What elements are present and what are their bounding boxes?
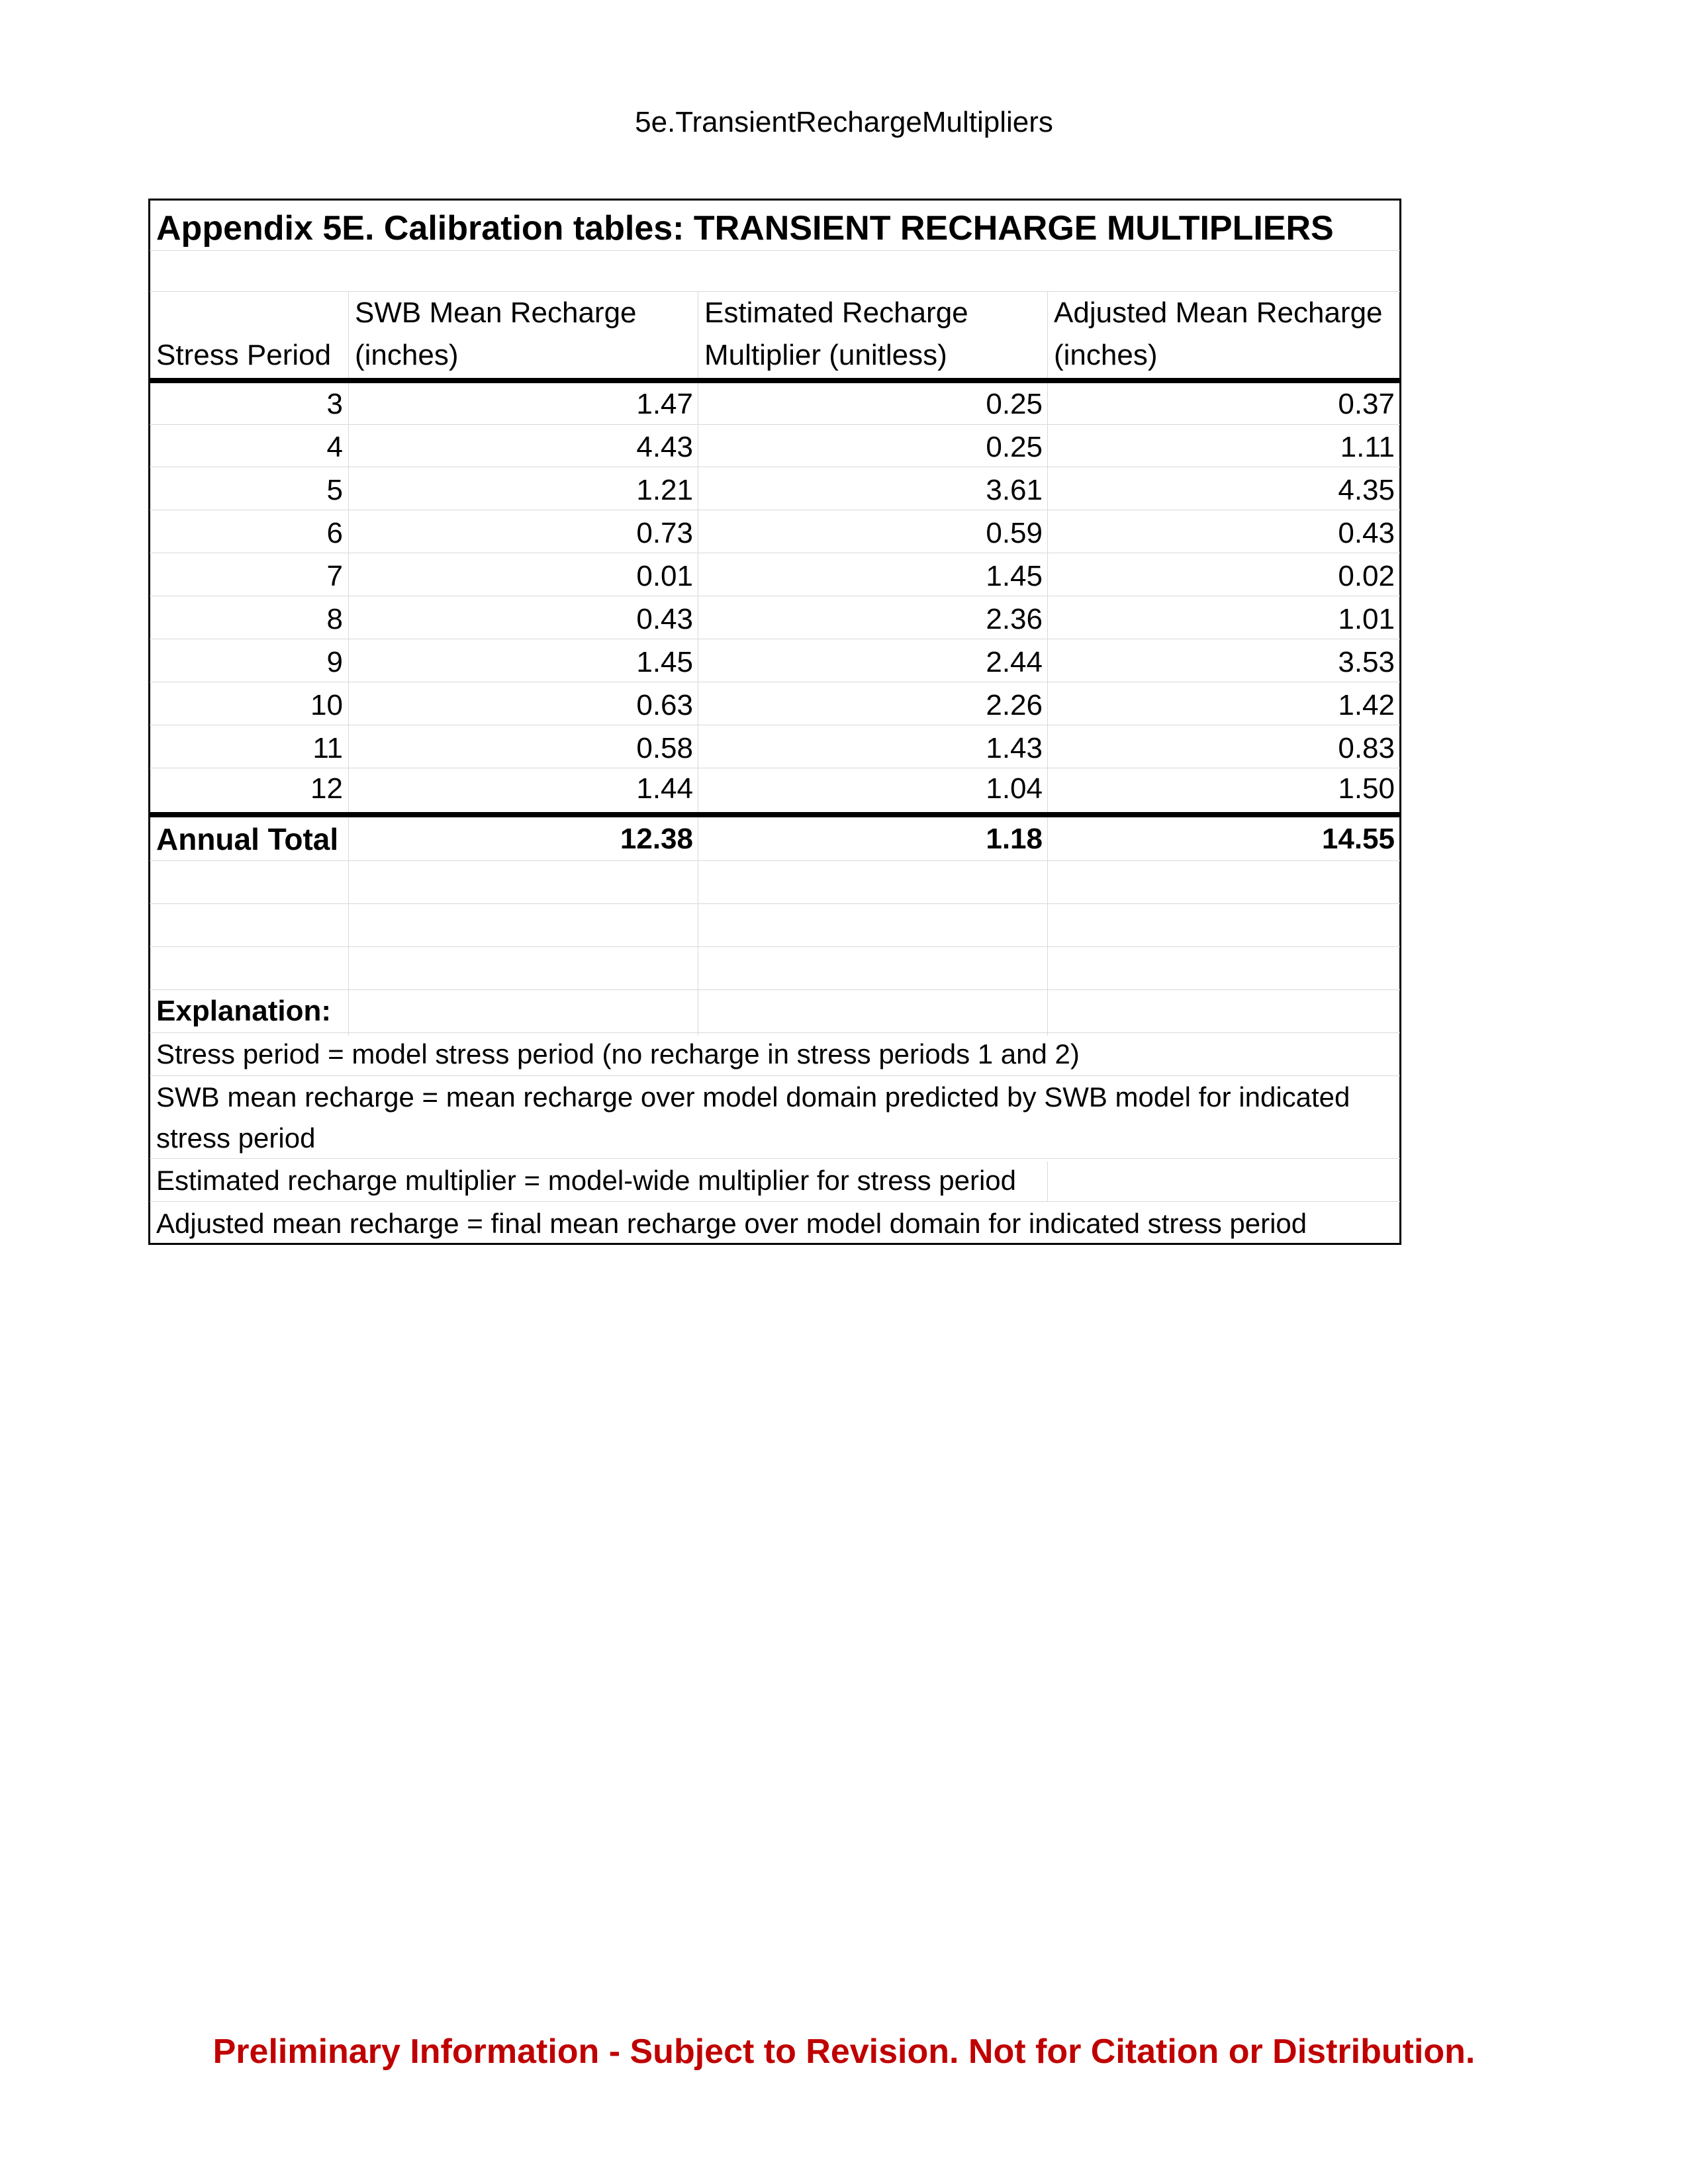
cell-swb-recharge: 0.43	[636, 603, 693, 635]
grid-hline	[150, 1158, 1400, 1159]
total-rule	[150, 812, 1400, 817]
cell-swb-recharge: 1.44	[636, 772, 693, 805]
cell-multiplier: 2.36	[986, 603, 1043, 635]
grid-hline	[150, 860, 1400, 861]
cell-adjusted-recharge: 1.50	[1338, 772, 1395, 805]
cell-stress-period: 12	[310, 772, 343, 805]
grid-hline	[150, 1032, 1400, 1033]
col-header-swb-line2: (inches)	[355, 339, 459, 371]
cell-multiplier: 0.59	[986, 517, 1043, 549]
cell-adjusted-recharge: 1.01	[1338, 603, 1395, 635]
cell-multiplier: 1.45	[986, 560, 1043, 592]
cell-stress-period: 7	[326, 560, 343, 592]
grid-hline	[150, 989, 1400, 990]
cell-swb-recharge: 0.58	[636, 732, 693, 764]
cell-adjusted-recharge: 0.02	[1338, 560, 1395, 592]
cell-multiplier: 3.61	[986, 474, 1043, 506]
cell-swb-recharge: 1.45	[636, 646, 693, 678]
cell-multiplier: 0.25	[986, 431, 1043, 463]
grid-hline	[150, 1075, 1400, 1076]
cell-stress-period: 6	[326, 517, 343, 549]
cell-adjusted-recharge: 0.37	[1338, 388, 1395, 420]
cell-stress-period: 11	[312, 732, 343, 764]
grid-vline-4	[1047, 1161, 1048, 1201]
grid-hline	[150, 946, 1400, 947]
explanation-line-swb-recharge-cont: stress period	[156, 1122, 316, 1154]
total-adjusted-recharge: 14.55	[1321, 823, 1395, 855]
explanation-line-stress-period: Stress period = model stress period (no recharge in stress periods 1 and 2)	[156, 1038, 1080, 1069]
cell-multiplier: 1.43	[986, 732, 1043, 764]
cell-multiplier: 1.04	[986, 772, 1043, 805]
cell-multiplier: 2.26	[986, 689, 1043, 721]
cell-adjusted-recharge: 3.53	[1338, 646, 1395, 678]
cell-multiplier: 2.44	[986, 646, 1043, 678]
cell-adjusted-recharge: 4.35	[1338, 474, 1395, 506]
cell-stress-period: 10	[310, 689, 343, 721]
cell-multiplier: 0.25	[986, 388, 1043, 420]
cell-stress-period: 4	[326, 431, 343, 463]
cell-adjusted-recharge: 0.83	[1338, 732, 1395, 764]
cell-stress-period: 9	[326, 646, 343, 678]
cell-stress-period: 5	[326, 474, 343, 506]
cell-swb-recharge: 1.21	[636, 474, 693, 506]
total-label: Annual Total	[156, 822, 339, 856]
header-rule	[150, 378, 1400, 383]
explanation-heading: Explanation:	[156, 995, 332, 1027]
explanation-line-multiplier: Estimated recharge multiplier = model-wide multiplier for stress period	[156, 1165, 1017, 1196]
explanation-line-adjusted-recharge: Adjusted mean recharge = final mean recharge over model domain for indicated stress period	[156, 1208, 1307, 1239]
col-header-mult-line2: Multiplier (unitless)	[704, 339, 947, 371]
col-header-swb-line1: SWB Mean Recharge	[355, 296, 637, 329]
preliminary-notice: Preliminary Information - Subject to Revision. Not for Citation or Distribution.	[212, 2032, 1476, 2071]
cell-stress-period: 8	[326, 603, 343, 635]
table-title: Appendix 5E. Calibration tables: TRANSIENT RECHARGE MULTIPLIERS	[156, 209, 1334, 248]
col-header-adj-line2: (inches)	[1054, 339, 1158, 371]
grid-vline-1	[348, 291, 349, 1036]
cell-swb-recharge: 1.47	[636, 388, 693, 420]
grid-vline-3	[1047, 291, 1048, 1036]
cell-swb-recharge: 4.43	[636, 431, 693, 463]
grid-hline	[150, 903, 1400, 904]
cell-swb-recharge: 0.01	[636, 560, 693, 592]
col-header-adj-line1: Adjusted Mean Recharge	[1054, 296, 1383, 329]
col-header-stress-period: Stress Period	[156, 339, 332, 371]
cell-adjusted-recharge: 0.43	[1338, 517, 1395, 549]
grid-hline	[150, 1201, 1400, 1202]
explanation-line-swb-recharge: SWB mean recharge = mean recharge over model domain predicted by SWB model for indicated	[156, 1081, 1350, 1113]
cell-adjusted-recharge: 1.11	[1340, 431, 1395, 463]
total-multiplier: 1.18	[986, 823, 1043, 855]
sheet-header: 5e.TransientRechargeMultipliers	[635, 106, 1053, 138]
col-header-mult-line1: Estimated Recharge	[704, 296, 968, 329]
total-swb-recharge: 12.38	[620, 823, 693, 855]
cell-stress-period: 3	[326, 388, 343, 420]
cell-swb-recharge: 0.63	[636, 689, 693, 721]
cell-adjusted-recharge: 1.42	[1338, 689, 1395, 721]
cell-swb-recharge: 0.73	[636, 517, 693, 549]
